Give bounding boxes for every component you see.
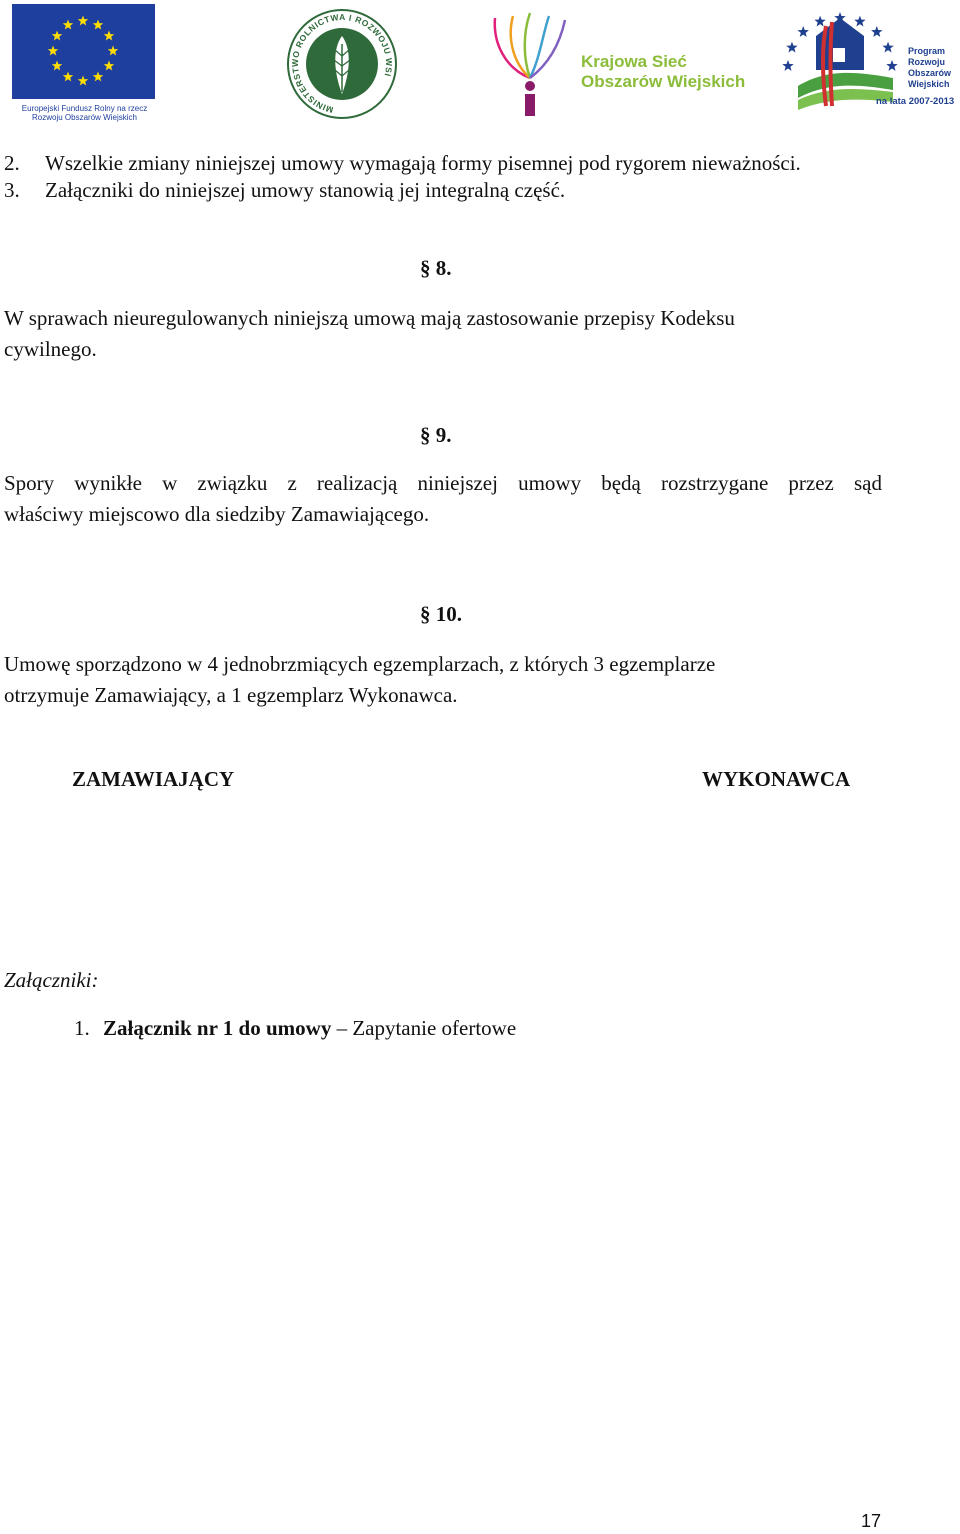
prow-star-icon bbox=[871, 26, 882, 37]
section-9-line1: Spory wynikłe w związku z realizacją niniejszej umowy będą rozstrzygane przez sąd bbox=[4, 471, 882, 495]
attachment-description: – Zapytanie ofertowe bbox=[331, 1016, 517, 1040]
prow-star-icon bbox=[886, 60, 897, 71]
prow-line4: Wiejskich bbox=[908, 79, 950, 89]
page-number: 17 bbox=[861, 1511, 882, 1531]
list-item-text: Załączniki do niniejszej umowy stanowią jej integralną część. bbox=[45, 178, 566, 202]
list-item-number: 2. bbox=[4, 151, 20, 175]
section-8-heading: § 8. bbox=[420, 256, 452, 280]
eu-caption-line1: Europejski Fundusz Rolny na rzecz bbox=[21, 104, 148, 113]
prow-logo bbox=[778, 6, 958, 121]
logo-header bbox=[0, 0, 960, 125]
ministry-seal-icon bbox=[285, 8, 400, 120]
signature-right-label: WYKONAWCA bbox=[702, 767, 851, 791]
section-10-line2: otrzymuje Zamawiający, a 1 egzemplarz Wykonawca. bbox=[4, 683, 458, 707]
section-8-line1: W sprawach nieuregulowanych niniejszą umową mają zastosowanie przepisy Kodeksu bbox=[4, 306, 735, 330]
eu-logo bbox=[12, 4, 157, 122]
prow-years: na lata 2007-2013 bbox=[876, 96, 955, 107]
prow-star-icon bbox=[782, 60, 793, 71]
prow-star-icon bbox=[882, 42, 893, 53]
ksow-logo bbox=[485, 8, 760, 118]
ksow-i-icon bbox=[485, 8, 575, 118]
section-10-line1: Umowę sporządzono w 4 jednobrzmiących egzemplarzach, z których 3 egzemplarze bbox=[4, 652, 716, 676]
ksow-line2: Obszarów Wiejskich bbox=[581, 72, 746, 91]
prow-star-icon bbox=[854, 16, 865, 27]
prow-line3: Obszarów bbox=[908, 68, 952, 78]
attachment-item bbox=[74, 1015, 516, 1041]
ministry-logo bbox=[285, 8, 400, 120]
list-item-text: Wszelkie zmiany niniejszej umowy wymagają formy pisemnej pod rygorem nieważności. bbox=[45, 151, 801, 175]
signature-left-label: ZAMAWIAJĄCY bbox=[72, 767, 235, 791]
section-9-line2: właściwy miejscowo dla siedziby Zamawiającego. bbox=[4, 502, 430, 526]
prow-line1: Program bbox=[908, 46, 946, 56]
attachment-title: Załącznik nr 1 do umowy bbox=[103, 1016, 332, 1040]
section-9-heading: § 9. bbox=[420, 423, 452, 447]
prow-star-icon bbox=[786, 42, 797, 53]
eu-caption-line2: Rozwoju Obszarów Wiejskich bbox=[32, 113, 137, 122]
prow-line2: Rozwoju bbox=[908, 57, 945, 67]
ksow-line1: Krajowa Sieć bbox=[581, 52, 687, 71]
attachment-number: 1. bbox=[74, 1016, 90, 1040]
attachments-heading: Załączniki: bbox=[4, 968, 99, 992]
prow-star-icon bbox=[814, 16, 825, 27]
ministry-seal-text: MINISTERSTWO ROLNICTWA I ROZWOJU WSI bbox=[289, 11, 395, 116]
list-item-number: 3. bbox=[4, 178, 20, 202]
prow-star-icon bbox=[798, 26, 809, 37]
section-8-line2: cywilnego. bbox=[4, 337, 97, 361]
eu-flag-icon bbox=[12, 4, 157, 99]
section-10-heading: § 10. bbox=[420, 602, 462, 626]
